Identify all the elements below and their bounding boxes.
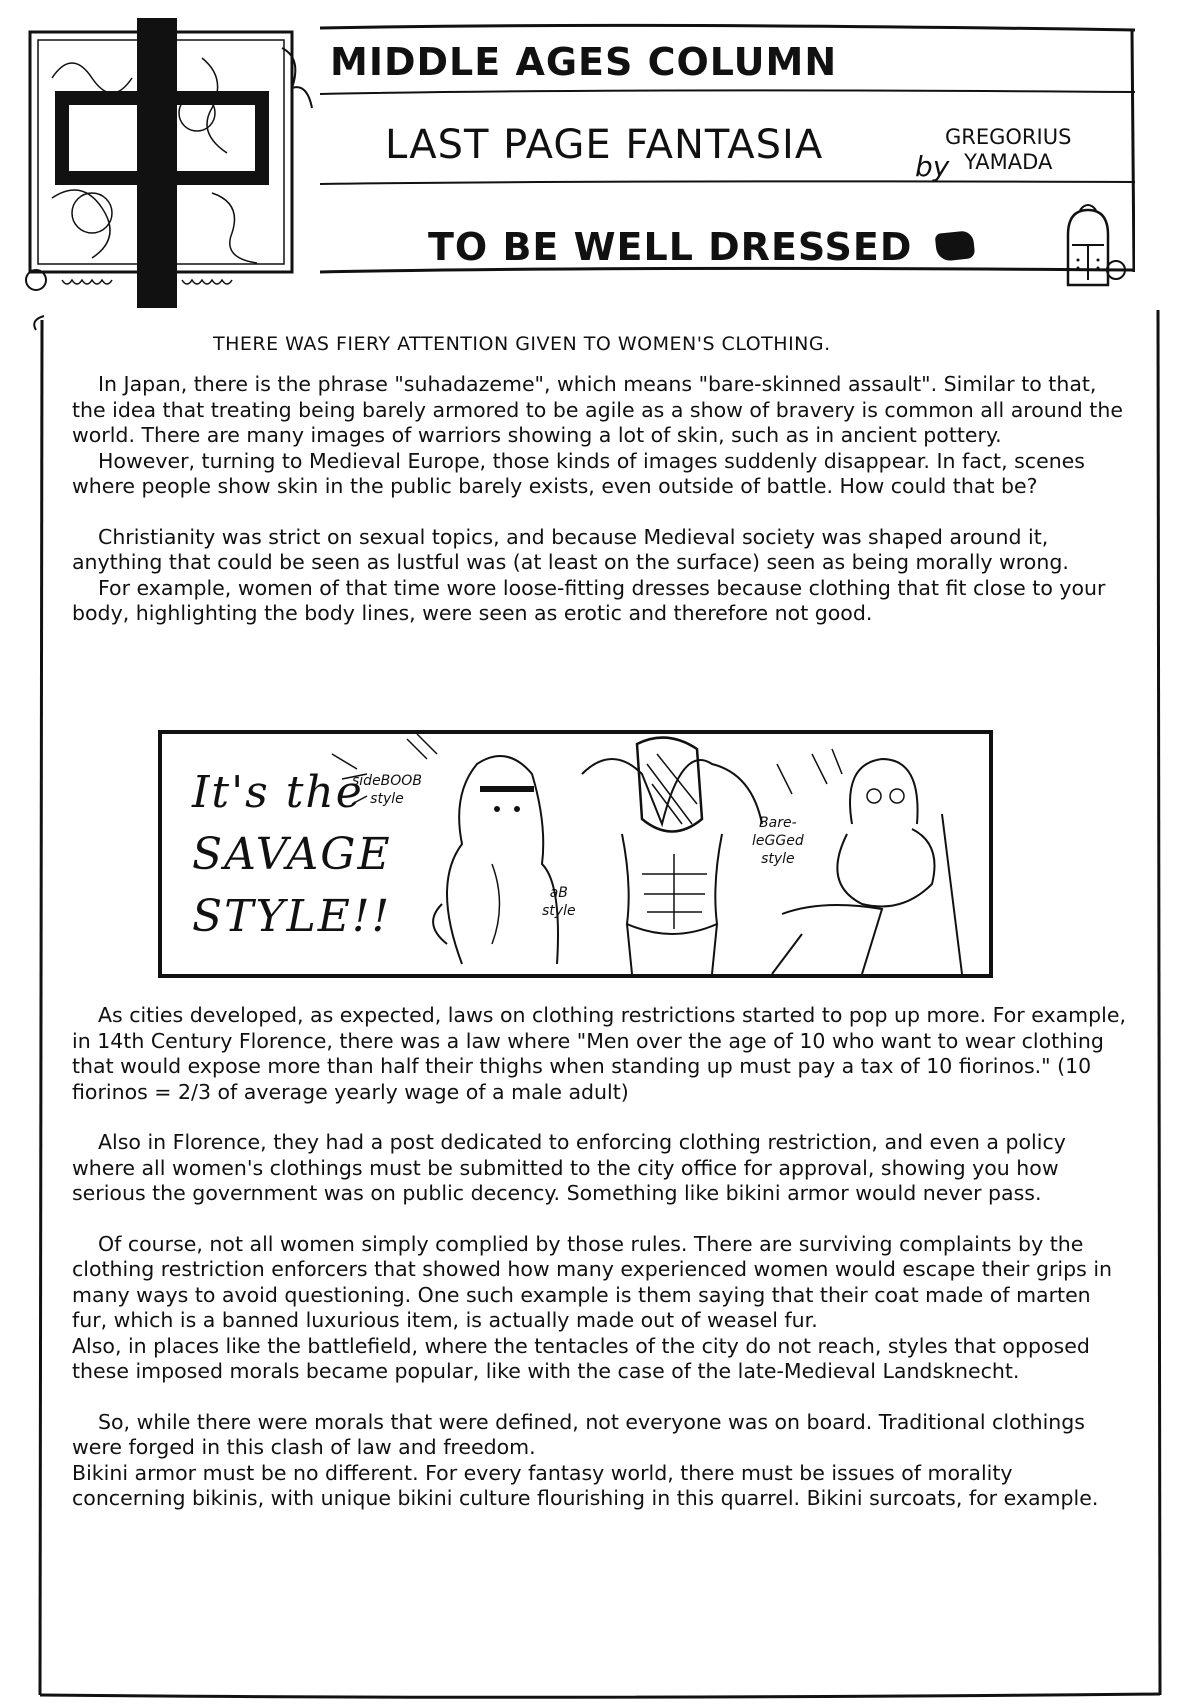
label-line: style [542, 903, 576, 919]
comic-quote-line2: SAVAGE [192, 829, 392, 880]
label-line: leGGed [752, 833, 804, 849]
paragraph: Also in Florence, they had a post dedicated to enforcing clothing restriction, and even a policy where all women's clothings must be submitted to the city office for approval, showing you how serious the government was on public decency. Something like bikini armor would never pass. [72, 1130, 1066, 1205]
spacer [72, 1207, 1132, 1232]
paragraph: So, while there were morals that were defined, not everyone was on board. Traditional clothings were forged in this clash of law and freedom. [72, 1409, 1085, 1459]
knight-helmet-icon [1058, 200, 1118, 290]
paragraph: Christianity was strict on sexual topics, and because Medieval society was shaped around it, anything that could be seen as lustful was (at least on the surface) seen as being morally wrong. [72, 524, 1069, 574]
comic-panel [158, 730, 993, 978]
article-text-part1 [72, 372, 1132, 627]
author-name-line2: YAMADA [964, 150, 1053, 174]
paragraph: For example, women of that time wore loose-fitting dresses because clothing that fit close to your body, highlighting the body lines, were seen as erotic and therefore not good. [72, 575, 1106, 625]
author-name-line1: GREGORIUS [945, 125, 1072, 149]
label-line: sideBOOB [352, 773, 422, 789]
paragraph: As cities developed, as expected, laws on clothing restrictions started to pop up more. For example, in 14th Century Florence, there was a law where "Men over the age of 10 who want to wear clothing that would expose more than half their thighs when standing up must pay a tax of 10 fiorinos." (10 fiorinos = 2/3 of average yearly wage of a male adult) [72, 1003, 1126, 1104]
paragraph: Also, in places like the battlefield, where the tentacles of the city do not reach, styles that opposed these imposed morals became popular, like with the case of the late-Medieval Landsknecht. [72, 1333, 1090, 1383]
lead-heading: THERE WAS FIERY ATTENTION GIVEN TO WOMEN'S CLOTHING. [213, 333, 831, 355]
article-text-part2 [72, 1003, 1132, 1512]
label-line: Bare- [759, 815, 797, 831]
article-title: TO BE WELL DRESSED [428, 225, 913, 269]
label-ab-style [542, 884, 576, 920]
label-line: style [761, 851, 795, 867]
illuminated-letter-emblem [22, 18, 322, 308]
comic-quote-line3: STYLE!! [192, 891, 392, 942]
paragraph: Bikini armor must be no different. For every fantasy world, there must be issues of morality concerning bikinis, with unique bikini culture flourishing in this quarrel. Bikini surcoats, for example. [72, 1460, 1099, 1510]
label-bare-legged-style [752, 814, 804, 868]
spacer [72, 1105, 1132, 1130]
paragraph: In Japan, there is the phrase "suhadazeme", which means "bare-skinned assault". Similar to that, the idea that treating being barely armored to be agile as a show of bravery is common all around the world. There are many images of warriors showing a lot of skin, such as in ancient pottery. [72, 372, 1123, 447]
series-title: LAST PAGE FANTASIA [385, 122, 824, 168]
spacer [72, 1385, 1132, 1410]
author-name [945, 125, 1071, 175]
comic-quote-line1: It's the [192, 767, 364, 818]
paragraph: Of course, not all women simply complied by those rules. There are surviving complaints by the clothing restriction enforcers that showed how many experienced women would escape their grips in many ways to avoid questioning. One such example is them saying that their coat made of marten fur, which is a banned luxurious item, is actually made out of weasel fur. [72, 1231, 1113, 1332]
column-title: MIDDLE AGES COLUMN [330, 40, 838, 84]
paragraph: However, turning to Medieval Europe, those kinds of images suddenly disappear. In fact, scenes where people show skin in the public barely exists, even outside of battle. How could that be? [72, 448, 1085, 498]
label-line: style [370, 791, 404, 807]
ink-blot-icon [935, 230, 976, 262]
byline-by: by [915, 150, 950, 183]
label-line: aB [549, 885, 568, 901]
label-sideboob-style [352, 772, 422, 808]
spacer [72, 500, 1132, 525]
